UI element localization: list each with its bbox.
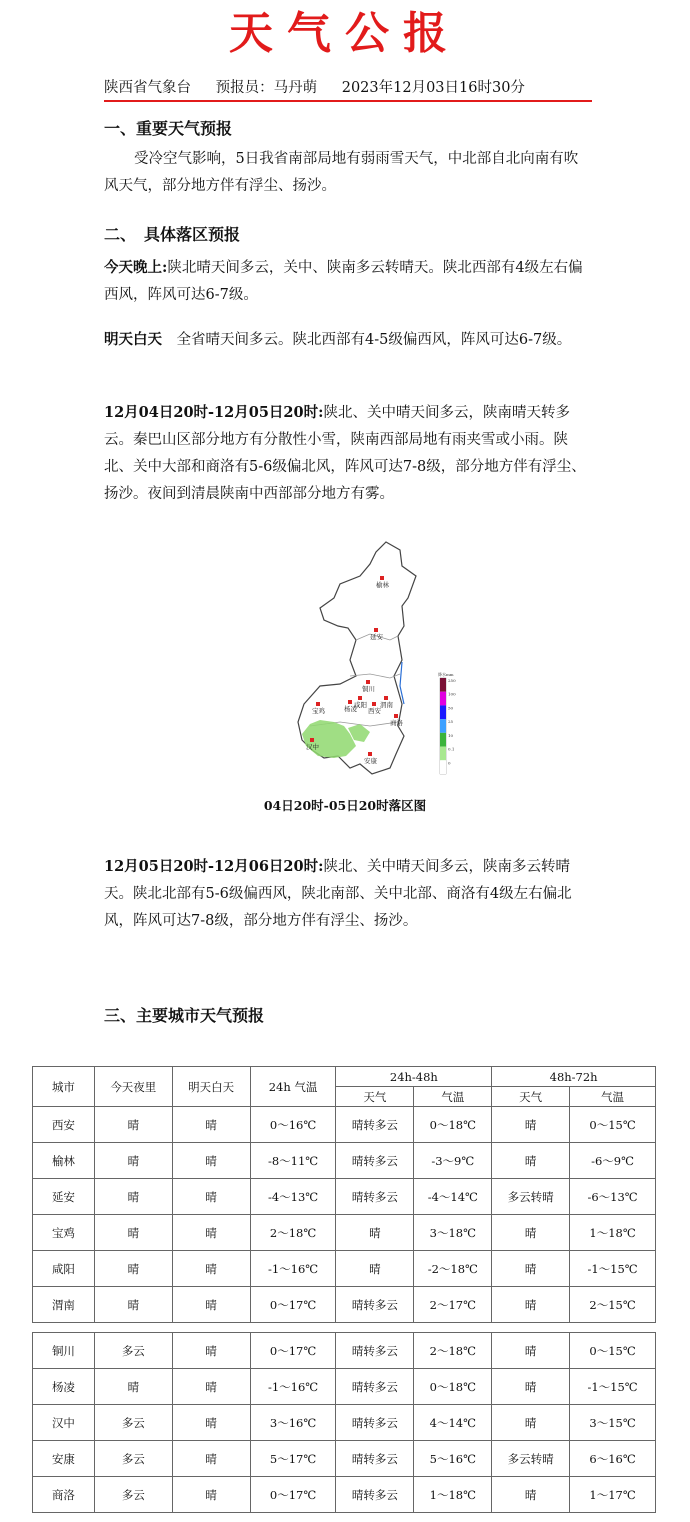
- table-cell: 晴转多云: [336, 1287, 414, 1323]
- legend-label: 25: [448, 719, 454, 725]
- map-caption: 04日20时-05日20时落区图: [263, 798, 427, 813]
- table-cell: 0～17℃: [250, 1287, 336, 1323]
- table-cell: -2～18℃: [414, 1251, 492, 1287]
- table-cell: 0～18℃: [414, 1107, 492, 1143]
- table-cell: 2～15℃: [570, 1287, 656, 1323]
- table-cell: 多云: [94, 1477, 172, 1513]
- table-cell: 2～18℃: [414, 1333, 492, 1369]
- table-cell: 安康: [33, 1441, 95, 1477]
- table-cell: 晴: [492, 1287, 570, 1323]
- city-marker: [358, 696, 362, 700]
- table-row: [33, 1179, 656, 1215]
- page-title: 天气公报: [229, 8, 461, 59]
- table-row: [33, 1251, 656, 1287]
- table-cell: 汉中: [33, 1405, 95, 1441]
- table-row: [33, 1405, 656, 1441]
- table-cell: 晴: [172, 1287, 250, 1323]
- precip-legend: [440, 678, 456, 774]
- table-cell: 晴: [172, 1333, 250, 1369]
- table-cell: -4～13℃: [250, 1179, 336, 1215]
- label-day2: 12月04日20时-12月05日20时:: [104, 404, 324, 421]
- section-heading-cities: 三、主要城市天气预报: [104, 1006, 265, 1025]
- table-cell: 3～15℃: [570, 1405, 656, 1441]
- label-tomorrow: 明天白天: [104, 331, 162, 348]
- city-label: 安康: [364, 757, 377, 765]
- precip-map: [290, 536, 470, 786]
- table-cell: 晴: [492, 1107, 570, 1143]
- legend-label: 0: [448, 760, 451, 766]
- city-marker: [384, 696, 388, 700]
- table-header-row: [33, 1067, 656, 1087]
- table-cell: 西安: [33, 1107, 95, 1143]
- table-cell: -1～16℃: [250, 1369, 336, 1405]
- header-city: 城市: [33, 1067, 95, 1107]
- city-label: 榆林: [376, 581, 389, 589]
- city-forecast-table: [32, 1066, 656, 1323]
- header-weather: 天气: [492, 1087, 570, 1107]
- table-row: [33, 1107, 656, 1143]
- table-cell: 4～14℃: [414, 1405, 492, 1441]
- table-cell: 晴: [492, 1215, 570, 1251]
- table-cell: 晴: [172, 1215, 250, 1251]
- table-cell: 0～18℃: [414, 1369, 492, 1405]
- table-cell: 咸阳: [33, 1251, 95, 1287]
- table-cell: 多云转晴: [492, 1179, 570, 1215]
- table-cell: 晴: [492, 1369, 570, 1405]
- table-cell: -1～15℃: [570, 1369, 656, 1405]
- table-cell: 渭南: [33, 1287, 95, 1323]
- table-row: [33, 1143, 656, 1179]
- table-cell: 晴: [492, 1143, 570, 1179]
- table-cell: 晴: [172, 1107, 250, 1143]
- table-cell: 晴: [172, 1441, 250, 1477]
- header-temp24: 24h 气温: [250, 1067, 336, 1107]
- paragraph-day2: [104, 399, 588, 508]
- table-cell: -1～16℃: [250, 1251, 336, 1287]
- legend-unit: 降水mm: [438, 672, 454, 677]
- table-row: [33, 1287, 656, 1323]
- legend-swatch: [440, 705, 446, 719]
- table-cell: 3～18℃: [414, 1215, 492, 1251]
- org-name: 陕西省气象台: [104, 80, 191, 96]
- city-label: 宝鸡: [312, 707, 325, 715]
- table-cell: 晴转多云: [336, 1441, 414, 1477]
- label-day3: 12月05日20时-12月06日20时:: [104, 858, 324, 875]
- table-cell: 3～16℃: [250, 1405, 336, 1441]
- table-cell: 晴: [492, 1251, 570, 1287]
- table-cell: 晴: [94, 1251, 172, 1287]
- header-temp: 气温: [570, 1087, 656, 1107]
- table-cell: 晴转多云: [336, 1179, 414, 1215]
- table-cell: 多云: [94, 1405, 172, 1441]
- legend-swatch: [440, 678, 446, 692]
- table-cell: 2～17℃: [414, 1287, 492, 1323]
- table-cell: 晴: [336, 1215, 414, 1251]
- table-cell: 0～17℃: [250, 1477, 336, 1513]
- table-row: [33, 1441, 656, 1477]
- table-cell: 晴: [94, 1215, 172, 1251]
- city-label: 咸阳: [354, 701, 367, 709]
- legend-swatch: [440, 719, 446, 733]
- table-cell: 晴转多云: [336, 1369, 414, 1405]
- table-cell: 晴: [94, 1369, 172, 1405]
- table-cell: 铜川: [33, 1333, 95, 1369]
- table-cell: 晴: [172, 1179, 250, 1215]
- city-label: 铜川: [362, 685, 375, 693]
- header-48-72: 48h-72h: [492, 1067, 656, 1087]
- city-label: 渭南: [380, 701, 393, 709]
- table-cell: -8～11℃: [250, 1143, 336, 1179]
- text-tomorrow: 全省晴天间多云。陕北西部有4-5级偏西风，阵风可达6-7级。: [176, 332, 572, 348]
- city-forecast-table-cont: [32, 1332, 656, 1513]
- city-label: 汉中: [306, 743, 319, 751]
- table-cell: -6～9℃: [570, 1143, 656, 1179]
- legend-label: 0.1: [448, 746, 455, 752]
- table-row: [33, 1369, 656, 1405]
- table-cell: 晴转多云: [336, 1143, 414, 1179]
- city-marker: [372, 702, 376, 706]
- legend-label: 10: [448, 732, 454, 738]
- table-cell: 晴: [172, 1143, 250, 1179]
- byline: [104, 76, 592, 102]
- section-heading-important: 一、重要天气预报: [104, 119, 233, 138]
- city-marker: [374, 628, 378, 632]
- forecaster: 预报员：马丹萌: [215, 80, 318, 96]
- table-cell: 晴: [172, 1369, 250, 1405]
- header-24-48: 24h-48h: [336, 1067, 492, 1087]
- section-text-important: 受冷空气影响，5日我省南部局地有弱雨雪天气，中北部自北向南有吹风天气，部分地方伴有浮尘、扬沙。: [104, 151, 579, 194]
- table-cell: 晴: [492, 1405, 570, 1441]
- city-label: 西安: [368, 707, 381, 715]
- table-cell: 多云: [94, 1441, 172, 1477]
- header-tomorrow: 明天白天: [172, 1067, 250, 1107]
- table-cell: 0～16℃: [250, 1107, 336, 1143]
- city-marker: [380, 576, 384, 580]
- table-cell: 商洛: [33, 1477, 95, 1513]
- city-marker: [366, 680, 370, 684]
- table-cell: 晴: [172, 1405, 250, 1441]
- paragraph-day3: [104, 853, 588, 935]
- paragraph-tonight: [104, 254, 588, 309]
- text-tonight: 陕北晴天间多云，关中、陕南多云转晴天。陕北西部有4级左右偏西风，阵风可达6-7级。: [104, 260, 583, 303]
- city-label: 商洛: [390, 719, 403, 727]
- table-row: [33, 1477, 656, 1513]
- city-label: 杨凌: [344, 705, 357, 713]
- label-tonight: 今天晚上:: [104, 259, 168, 276]
- city-label: 延安: [370, 633, 383, 641]
- city-marker: [368, 752, 372, 756]
- table-cell: 晴: [94, 1179, 172, 1215]
- table-cell: 多云转晴: [492, 1441, 570, 1477]
- legend-swatch: [440, 733, 446, 747]
- table-cell: 延安: [33, 1179, 95, 1215]
- header-tonight: 今天夜里: [94, 1067, 172, 1107]
- legend-label: 100: [448, 691, 456, 697]
- table-cell: 晴: [94, 1143, 172, 1179]
- text-day3: 陕北、关中晴天间多云，陕南多云转晴天。陕北北部有5-6级偏西风，陕北南部、关中北部、商洛有4级左右偏北风，阵风可达7-8级，部分地方伴有浮尘、扬沙。: [104, 859, 572, 929]
- table-cell: -1～15℃: [570, 1251, 656, 1287]
- table-cell: 1～18℃: [570, 1215, 656, 1251]
- table-cell: 晴: [172, 1251, 250, 1287]
- table-cell: 5～16℃: [414, 1441, 492, 1477]
- header-temp: 气温: [414, 1087, 492, 1107]
- city-marker: [310, 738, 314, 742]
- table-cell: 晴转多云: [336, 1333, 414, 1369]
- table-cell: 1～17℃: [570, 1477, 656, 1513]
- city-marker: [316, 702, 320, 706]
- table-cell: -4～14℃: [414, 1179, 492, 1215]
- table-cell: 晴转多云: [336, 1477, 414, 1513]
- legend-label: 50: [448, 705, 454, 711]
- table-row: [33, 1215, 656, 1251]
- table-cell: 0～15℃: [570, 1107, 656, 1143]
- city-marker: [348, 700, 352, 704]
- legend-swatch: [440, 760, 446, 774]
- text-day2: 陕北、关中晴天间多云，陕南晴天转多云。秦巴山区部分地方有分散性小雪，陕南西部局地有雨夹雪或小雨。陕北、关中大部和商洛有5-6级偏北风，阵风可达7-8级，部分地方伴有浮尘、扬沙。夜间到清晨陕南中西部部分地方有雾。: [104, 405, 586, 502]
- table-cell: 晴转多云: [336, 1107, 414, 1143]
- header-weather: 天气: [336, 1087, 414, 1107]
- table-cell: -6～13℃: [570, 1179, 656, 1215]
- table-cell: 晴: [492, 1477, 570, 1513]
- table-row: [33, 1333, 656, 1369]
- table-cell: 杨凌: [33, 1369, 95, 1405]
- table-cell: 晴: [172, 1477, 250, 1513]
- table-cell: 晴: [336, 1251, 414, 1287]
- legend-swatch: [440, 692, 446, 706]
- table-cell: -3～9℃: [414, 1143, 492, 1179]
- table-cell: 晴转多云: [336, 1405, 414, 1441]
- table-cell: 榆林: [33, 1143, 95, 1179]
- legend-swatch: [440, 747, 446, 761]
- table-cell: 5～17℃: [250, 1441, 336, 1477]
- table-cell: 宝鸡: [33, 1215, 95, 1251]
- table-cell: 晴: [94, 1107, 172, 1143]
- legend-label: 250: [448, 678, 456, 683]
- section-heading-detail: 二、 具体落区预报: [104, 225, 241, 244]
- table-cell: 1～18℃: [414, 1477, 492, 1513]
- city-marker: [394, 714, 398, 718]
- table-cell: 晴: [94, 1287, 172, 1323]
- table-cell: 2～18℃: [250, 1215, 336, 1251]
- table-cell: 多云: [94, 1333, 172, 1369]
- paragraph-tomorrow: [104, 326, 588, 354]
- issue-time: 2023年12月03日16时30分: [341, 80, 525, 96]
- table-cell: 0～17℃: [250, 1333, 336, 1369]
- table-cell: 晴: [492, 1333, 570, 1369]
- table-cell: 6～16℃: [570, 1441, 656, 1477]
- table-cell: 0～15℃: [570, 1333, 656, 1369]
